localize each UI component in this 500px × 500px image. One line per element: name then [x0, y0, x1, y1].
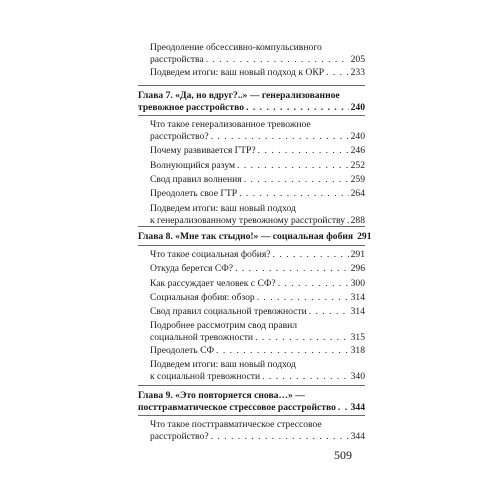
toc-entry-page: 264: [350, 188, 365, 199]
toc-entry-title-cont: к социальной тревожности: [150, 371, 261, 382]
toc-entry-page: 340: [350, 371, 365, 382]
toc-entry-page: 318: [350, 345, 365, 356]
chapter-heading: [138, 90, 365, 114]
toc-entry: [150, 249, 365, 261]
toc-entry-title: Волнующийся разум: [150, 160, 236, 171]
toc-entry-title: Почему развивается ГТР?: [150, 145, 256, 156]
toc-entry-title-cont: расстройство?: [150, 131, 209, 142]
toc-entry-title: Как рассуждает человек с СФ?: [150, 278, 276, 289]
chapter-title-cont: посттравматическое стрессовое расстройство: [138, 402, 336, 413]
page-number: 509: [334, 448, 352, 462]
toc-entry-title: Что такое генерализованное тревожное: [150, 119, 311, 130]
toc-entry-page: 205: [350, 54, 365, 65]
leader-dots: [246, 102, 349, 114]
toc-entry-page: 344: [350, 431, 365, 442]
leader-dots: [309, 306, 349, 318]
toc-entry: [150, 263, 365, 275]
leader-dots: [216, 345, 349, 357]
leader-dots: [255, 332, 349, 344]
toc-entry-page: 315: [350, 332, 365, 343]
leader-dots: [262, 371, 348, 383]
leader-dots: [338, 402, 349, 414]
toc-entry-title: Преодолеть СФ: [150, 345, 215, 356]
toc-entry: [150, 419, 365, 443]
toc-entry: [150, 320, 365, 344]
chapter-heading: [138, 390, 365, 414]
chapter-divider: [138, 385, 365, 386]
toc-entry-page: 288: [350, 215, 365, 226]
toc-entry-page: 291: [350, 249, 365, 260]
leader-dots: [239, 188, 349, 200]
toc-entry: [150, 278, 365, 290]
toc-entry-page: 240: [350, 131, 365, 142]
leader-dots: [235, 263, 349, 275]
toc-entry-title: Что такое социальная фобия?: [150, 249, 271, 260]
chapter-title-cont: тревожное расстройство: [138, 102, 245, 113]
toc-entry: [150, 160, 365, 172]
toc-entry-title: Что такое посттравматическое стрессовое: [150, 419, 322, 430]
toc-entry: [150, 174, 365, 186]
toc-entry: [150, 306, 365, 318]
toc-entry-title-cont: расстройства: [150, 54, 204, 65]
toc-entry: [150, 42, 365, 66]
toc-entry-title: Откуда берется СФ?: [150, 263, 234, 274]
chapter-page: 291: [357, 231, 372, 242]
leader-dots: [237, 160, 349, 172]
chapter-title: Глава 8. «Мне так стыдно!» — социальная фобия: [138, 231, 354, 242]
chapter-divider: [138, 226, 365, 227]
toc-entry: [150, 119, 365, 143]
leader-dots: [273, 249, 349, 261]
toc-entry-title: Подведем итоги: ваш новый подход: [150, 203, 296, 214]
toc-entry: [150, 67, 365, 79]
chapter-title: Глава 7. «Да, но вдруг?..» — генерализованное: [138, 90, 340, 101]
toc-entry-title-cont: расстройство?: [150, 431, 209, 442]
toc-entry: [150, 345, 365, 357]
toc-entry-title: Свод правил волнения: [150, 174, 242, 185]
toc-entry-page: 252: [350, 160, 365, 171]
chapter-heading: [138, 231, 372, 243]
toc-entry-page: 233: [350, 67, 365, 78]
leader-dots: [257, 292, 349, 304]
toc-entry: [150, 292, 365, 304]
toc-entry-page: 300: [350, 278, 365, 289]
chapter-page: 344: [350, 402, 365, 413]
toc-entry-page: 259: [350, 174, 365, 185]
leader-dots: [211, 131, 349, 143]
chapter-title: Глава 9. «Это повторяется снова…» —: [138, 390, 305, 401]
toc-entry-title: Социальная фобия: обзор: [150, 292, 255, 303]
toc-entry-title: Преодолеть свое ГТР: [150, 188, 238, 199]
toc-entry-title-cont: к генерализованному тревожному расстройству: [150, 215, 346, 226]
chapter-page: 240: [350, 102, 365, 113]
chapter-divider: [138, 415, 365, 416]
toc-entry-title: Подведем итоги: ваш новый подход к ОКР: [150, 67, 325, 78]
chapter-divider: [138, 245, 365, 246]
toc-entry-title: Подведем итоги: ваш новый подход: [150, 359, 296, 370]
toc-entry-title-cont: социальной тревожности: [150, 332, 254, 343]
chapter-divider: [138, 115, 365, 116]
chapter-divider: [138, 85, 365, 86]
toc-entry-title: Преодоление обсессивно-компульсивного: [150, 42, 322, 53]
leader-dots: [326, 67, 349, 79]
leader-dots: [244, 174, 349, 186]
toc-entry-page: 296: [350, 263, 365, 274]
leader-dots: [278, 278, 349, 290]
toc-entry: [150, 203, 365, 227]
leader-dots: [258, 145, 349, 157]
toc-entry-page: 314: [350, 306, 365, 317]
leader-dots: [206, 54, 349, 66]
toc-entry: [150, 359, 365, 383]
leader-dots: [211, 431, 349, 443]
toc-entry-title: Свод правил социальной тревожности: [150, 306, 307, 317]
toc-entry-page: 314: [350, 292, 365, 303]
toc-entry-page: 246: [350, 145, 365, 156]
toc-entry: [150, 188, 365, 200]
toc-entry-title: Подробнее рассмотрим свод правил: [150, 320, 298, 331]
toc-entry: [150, 145, 365, 157]
